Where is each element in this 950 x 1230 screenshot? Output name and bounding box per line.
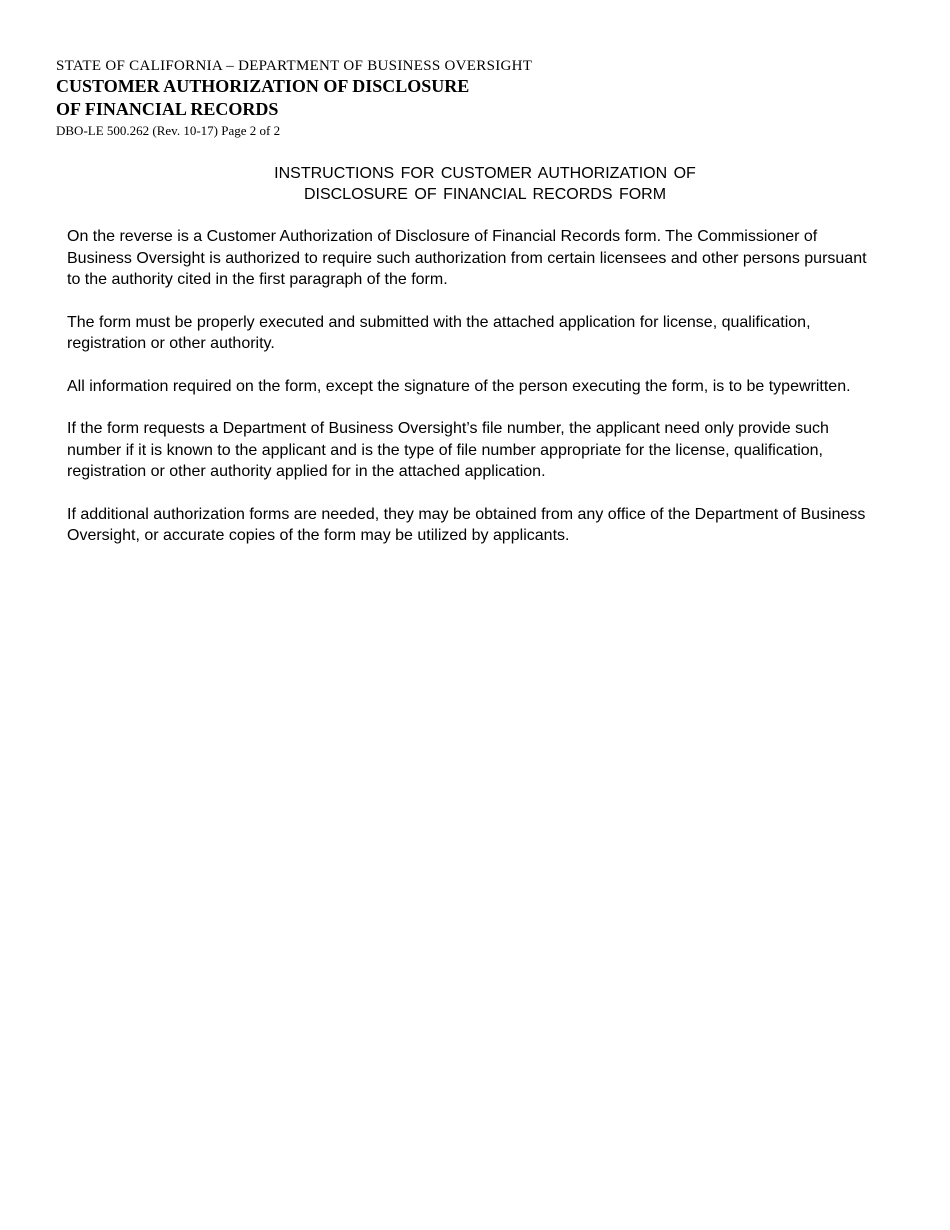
instructions-title-line-2: DISCLOSURE OF FINANCIAL RECORDS FORM: [303, 186, 667, 203]
form-title-line-2: OF FINANCIAL RECORDS: [56, 99, 279, 119]
instructions-body: [67, 226, 882, 568]
paragraph-additional-forms: If additional authorization forms are needed, they may be obtained from any office of the Department of Business Oversight, or accurate copies of the form may be utilized by applicants.: [67, 505, 866, 544]
paragraph-file-number: If the form requests a Department of Business Oversight’s file number, the applicant need only provide such number if it is known to the applicant and is the type of file number appropriate for the license, qualification, registration or other authority applied for in the attached application.: [67, 420, 829, 480]
paragraph-typewritten: All information required on the form, except the signature of the person executing the form, is to be typewritten.: [67, 377, 851, 395]
form-title-line-1: CUSTOMER AUTHORIZATION OF DISCLOSURE: [56, 76, 470, 96]
form-id: DBO-LE 500.262 (Rev. 10-17) Page 2 of 2: [56, 123, 281, 138]
instructions-title-line-1: INSTRUCTIONS FOR CUSTOMER AUTHORIZATION OF: [274, 165, 696, 182]
instructions-title: [0, 163, 950, 205]
paragraph-reverse-form: On the reverse is a Customer Authorization of Disclosure of Financial Records form. The Commissioner of Business Oversight is authorized to require such authorization from certain licensees and other persons pursuant to the authority cited in the first paragraph of the form.: [67, 228, 867, 288]
document-header: [56, 57, 532, 140]
agency-name: STATE OF CALIFORNIA – DEPARTMENT OF BUSINESS OVERSIGHT: [56, 58, 533, 74]
paragraph-execution: The form must be properly executed and submitted with the attached application for license, qualification, registration or other authority.: [67, 313, 811, 352]
